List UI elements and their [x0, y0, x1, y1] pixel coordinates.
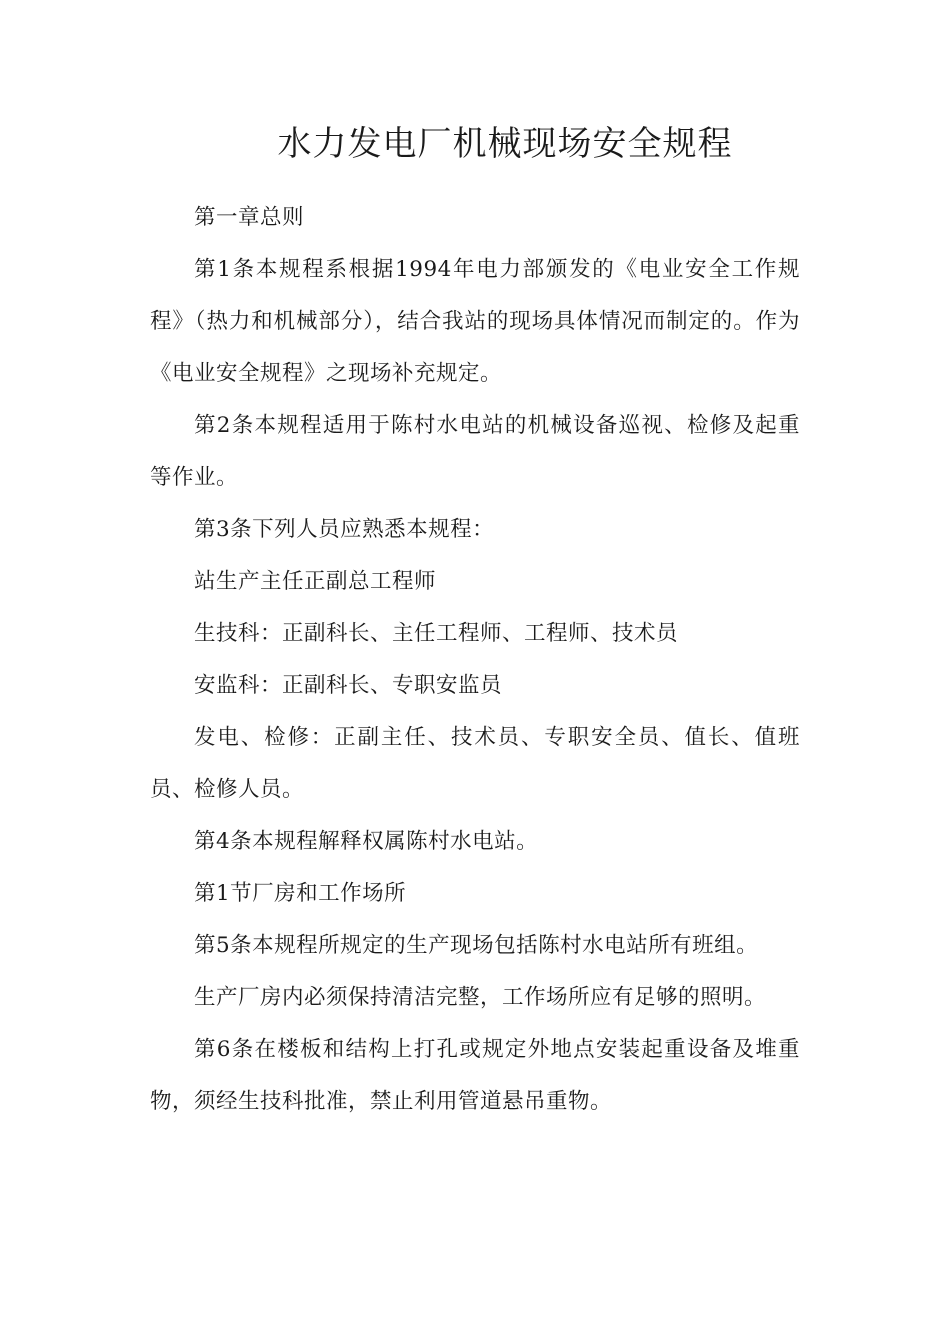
section-1-heading: 第1节厂房和工作场所 — [194, 881, 407, 906]
article-1: 第1条本规程系根据1994年电力部颁发的《电业安全工作规程》（热力和机械部分），结合我站的现场具体情况而制定的。作为《电业安全规程》之现场补充规定。 — [150, 257, 800, 386]
article-6: 第6条在楼板和结构上打孔或规定外地点安装起重设备及堆重物，须经生技科批准，禁止利用管道悬吊重物。 — [150, 1037, 800, 1114]
workplace-requirement: 生产厂房内必须保持清洁完整，工作场所应有足够的照明。 — [194, 985, 767, 1010]
article-5: 第5条本规程所规定的生产现场包括陈村水电站所有班组。 — [194, 933, 759, 958]
document-body — [150, 192, 800, 1128]
document-title: 水力发电厂机械现场安全规程 — [277, 124, 733, 164]
article-4: 第4条本规程解释权属陈村水电站。 — [194, 829, 539, 854]
personnel-station: 站生产主任正副总工程师 — [194, 569, 437, 594]
personnel-tech-dept: 生技科：正副科长、主任工程师、工程师、技术员 — [194, 621, 679, 646]
personnel-generation-maintenance: 发电、检修：正副主任、技术员、专职安全员、值长、值班员、检修人员。 — [150, 725, 800, 802]
chapter-heading: 第一章总则 — [194, 205, 305, 230]
article-2: 第2条本规程适用于陈村水电站的机械设备巡视、检修及起重等作业。 — [150, 413, 800, 490]
personnel-safety-dept: 安监科：正副科长、专职安监员 — [194, 673, 503, 698]
article-3: 第3条下列人员应熟悉本规程： — [194, 517, 495, 542]
